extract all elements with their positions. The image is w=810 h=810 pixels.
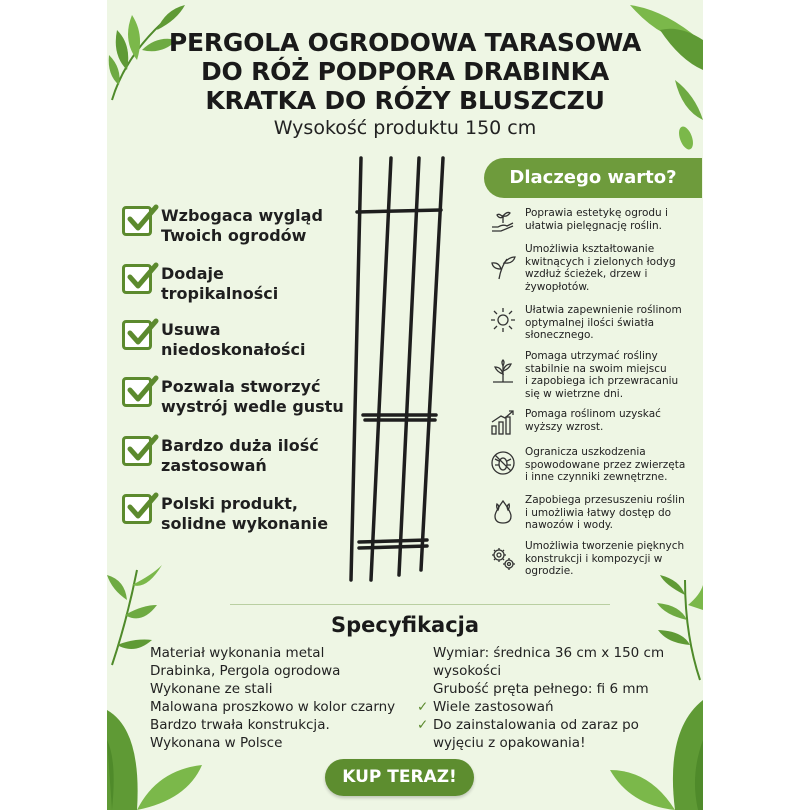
spec-item: Wymiar: średnica 36 cm x 150 cm wysokości <box>433 645 665 679</box>
reason-text: Ułatwia zapewnienie roślinom optymalnej ilości światła słonecznego. <box>525 304 682 341</box>
benefit-text: Usuwa niedoskonałości <box>161 320 306 359</box>
hand-plant-icon <box>489 207 517 235</box>
benefit-text: Bardzo duża ilość zastosowań <box>161 436 319 475</box>
reason-text: Poprawia estetykę ogrodu i ułatwia pielęgnację roślin. <box>525 207 668 232</box>
title-line-2: DO RÓŻ PODPORA DRABINKA <box>201 57 609 86</box>
benefit-item <box>122 264 278 304</box>
reason-item <box>489 408 661 436</box>
reason-text: Pomaga utrzymać rośliny stabilnie na swoim miejscu i zapobiega ich przewracaniu się w wietrzne dni. <box>525 350 679 400</box>
water-drop-icon <box>489 498 517 526</box>
why-heading-badge: Dlaczego warto? <box>484 158 702 198</box>
spec-item: Bardzo trwała konstrukcja. <box>150 717 330 733</box>
spec-item: Malowana proszkowo w kolor czarny <box>150 699 396 715</box>
spec-item-checked <box>417 716 664 752</box>
sprout-icon <box>489 253 517 281</box>
benefit-item <box>122 436 319 476</box>
gears-icon <box>489 544 517 572</box>
reason-item <box>489 350 678 400</box>
reason-text: Umożliwia tworzenie pięknych konstrukcji i kompozycji w ogrodzie. <box>525 540 685 577</box>
spec-item: Materiał wykonania metal <box>150 645 325 661</box>
checkmark-icon <box>122 206 152 236</box>
title-line-3: KRATKA DO RÓŻY BLUSZCZU <box>205 86 605 115</box>
sun-icon <box>489 306 517 334</box>
checkmark-icon <box>122 436 152 466</box>
benefit-text: Dodaje tropikalności <box>161 264 279 303</box>
checkmark-icon <box>122 320 152 350</box>
spec-right-list <box>417 644 665 752</box>
check-icon: ✓ <box>417 699 429 715</box>
plant-support-icon <box>489 358 517 386</box>
checkmark-icon <box>122 377 152 407</box>
benefit-text: Pozwala stworzyć wystrój wedle gustu <box>161 377 344 416</box>
spec-divider <box>230 604 610 605</box>
no-bug-icon <box>489 449 517 477</box>
spec-item-text: Wiele zastosowań <box>433 699 554 715</box>
spec-heading: Specyfikacja <box>330 613 480 637</box>
spec-item: Grubość pręta pełnego: fi 6 mm <box>433 681 649 697</box>
spec-item-text: Do zainstalowania od zaraz po wyjęciu z opakowania! <box>433 717 639 751</box>
checkmark-icon <box>122 264 152 294</box>
reason-text: Umożliwia kształtowanie kwitnących i zielonych łodyg wzdłuż ścieżek, drzew i żywopłotów. <box>525 243 676 293</box>
benefit-item <box>122 377 344 417</box>
spec-item: Wykonana w Polsce <box>150 735 283 751</box>
checkmark-icon <box>122 494 152 524</box>
growth-chart-icon <box>489 408 517 436</box>
benefit-item <box>122 206 323 246</box>
benefit-item <box>122 320 306 360</box>
spec-item-checked <box>417 698 664 716</box>
reason-item <box>489 304 682 342</box>
reason-item <box>489 207 668 235</box>
reason-item <box>489 494 685 532</box>
trellis-product-image <box>343 150 458 590</box>
spec-item: Drabinka, Pergola ogrodowa <box>150 663 341 679</box>
benefit-text: Polski produkt, solidne wykonanie <box>161 494 329 533</box>
subtitle-height: Wysokość produktu 150 cm <box>273 117 537 139</box>
check-icon: ✓ <box>417 717 429 733</box>
reason-text: Zapobiega przesuszeniu roślin i umożliwia łatwy dostęp do nawozów i wody. <box>525 494 685 531</box>
spec-left-list <box>150 644 395 752</box>
spec-item: Wykonane ze stali <box>150 681 273 697</box>
benefit-text: Wzbogaca wygląd Twoich ogrodów <box>161 206 323 245</box>
reason-text: Ogranicza uszkodzenia spowodowane przez zwierzęta i inne czynniki zewnętrzne. <box>525 446 686 483</box>
reason-item <box>489 446 685 484</box>
reason-text: Pomaga roślinom uzyskać wyższy wzrost. <box>525 408 661 433</box>
title-line-1: PERGOLA OGRODOWA TARASOWA <box>168 28 642 57</box>
buy-now-button[interactable]: KUP TERAZ! <box>325 759 474 796</box>
benefit-item <box>122 494 328 534</box>
reason-item <box>489 243 676 293</box>
reason-item <box>489 540 684 578</box>
